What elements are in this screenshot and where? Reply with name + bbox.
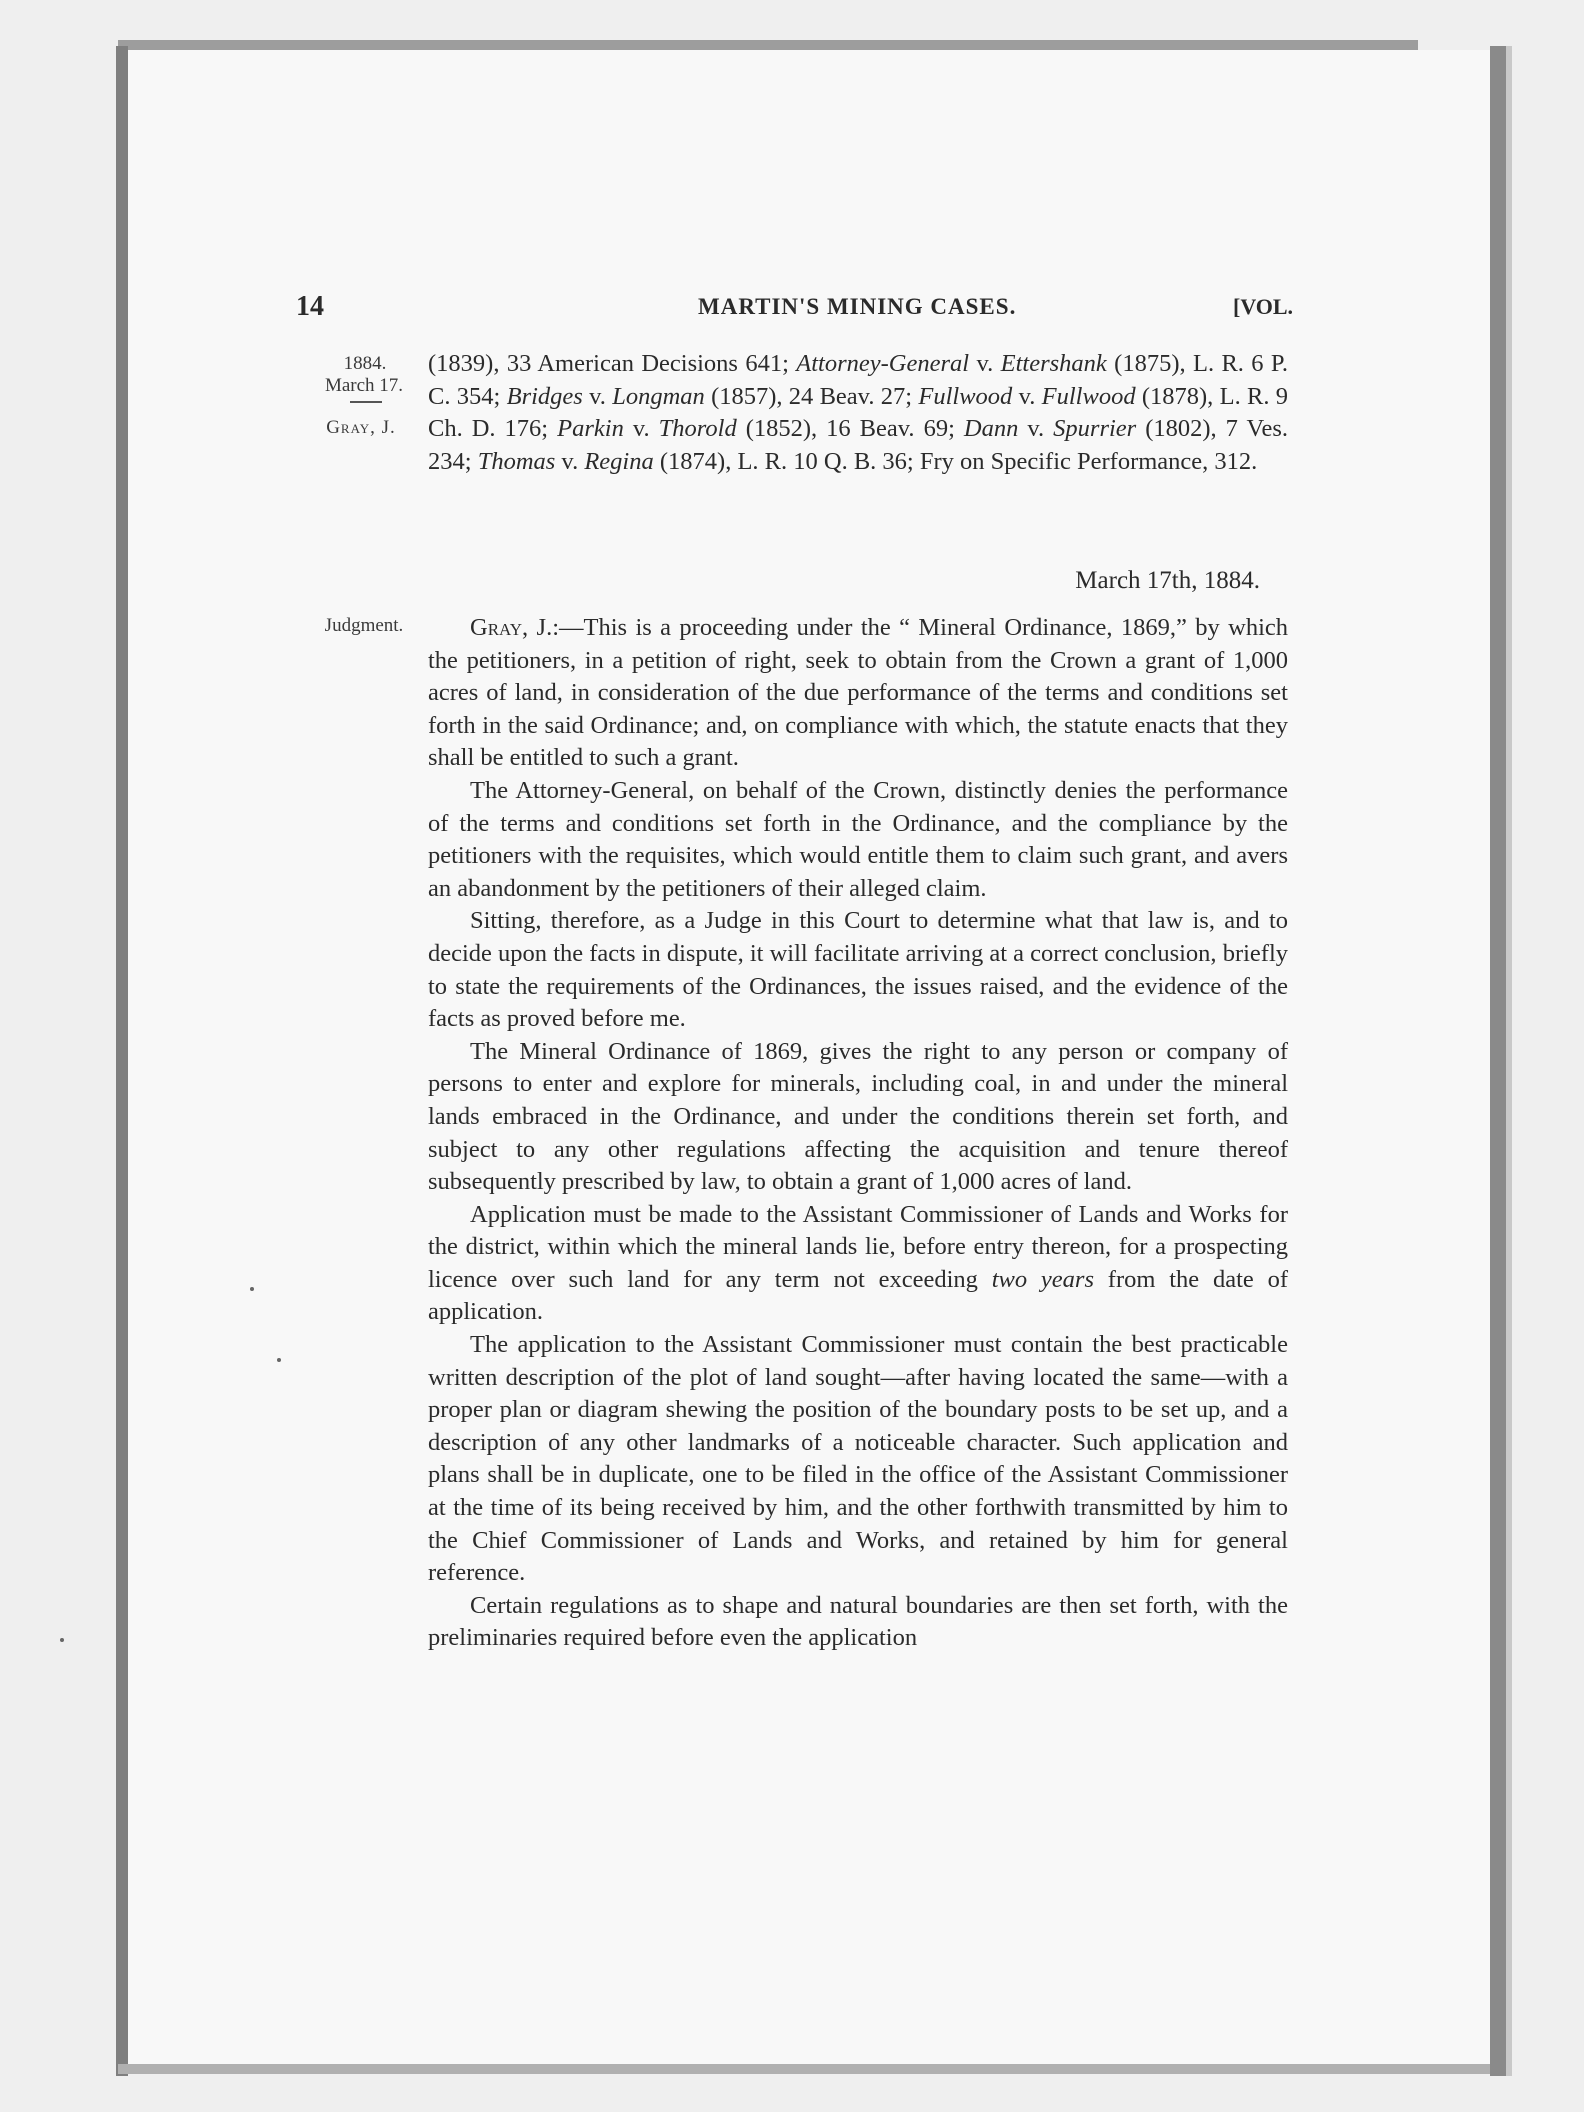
paragraph-text: from the date of application. (428, 1265, 1289, 1326)
citation-text: v. (969, 350, 1001, 377)
margin-note-year: 1884. (343, 353, 387, 374)
margin-note-date: March 17. (324, 375, 404, 396)
judgment-paragraph (428, 775, 1288, 905)
case-name: Fullwood (1041, 382, 1136, 410)
scan-speck (60, 1638, 64, 1642)
judgment-paragraph (428, 1329, 1288, 1590)
case-name: Ettershank (1000, 350, 1107, 377)
judgment-paragraph (428, 1036, 1288, 1199)
citation-text: v. (1018, 415, 1054, 443)
paragraph-text: The application to the Assistant Commissioner must contain the best practicable written description of the plot of land sought—after having located the same—with a proper plan or diagram shewing the position of the boundary posts to be set up, and a description of any other landmarks of a noticeable character. Such application and plans shall be in duplicate, one to be filed in the office of the Assistant Commissioner at the time of its being received by him, and the other forthwith transmitted by him to the Chief Commissioner of Lands and Works, and retained by him for general reference. (428, 1331, 1288, 1587)
case-name: Spurrier (1053, 415, 1137, 443)
paragraph-text: The Mineral Ordinance of 1869, gives the right to any person or company of persons to enter and explore for minerals, including coal, in and under the mineral lands embraced in the Ordinance, and under the conditions therein set forth, and subject to any other regulations affecting the acquisition and tenure thereof subsequently prescribed by law, to obtain a grant of 1,000 acres of land. (428, 1037, 1288, 1196)
judgment-paragraph (428, 1590, 1288, 1655)
facing-page-edge (1506, 46, 1512, 2076)
citation-text: (1852), 16 Beav. 69; (736, 415, 964, 443)
scan-speck (277, 1358, 281, 1362)
scan-speck (250, 1287, 254, 1291)
citation-text: (1878), L. R. 9 Ch. D. 176; (428, 382, 1288, 443)
margin-note-judge: Gray, J. (326, 417, 396, 438)
judgment-paragraph (428, 905, 1288, 1035)
citation-text: (1874), L. R. 10 Q. B. 36; Fry on Specific Performance, 312. (653, 447, 1258, 475)
paragraph-text: Certain regulations as to shape and natural boundaries are then set forth, with the preliminaries required before even the application (428, 1591, 1288, 1652)
case-name: Fullwood (918, 382, 1013, 410)
case-name: Thorold (658, 415, 737, 443)
judgment-body (428, 612, 1288, 1655)
judgment-paragraph (428, 1199, 1288, 1329)
case-name: Thomas (477, 447, 556, 475)
margin-note-judgment: Judgment. (324, 615, 404, 636)
case-name: Attorney-General (796, 350, 970, 377)
paragraph-text: Sitting, therefore, as a Judge in this Court to determine what that law is, and to decide upon the facts in dispute, it will facilitate arriving at a correct conclusion, briefly to state the requirements of the Ordinances, the issues raised, and the evidence of the facts as proved before me. (428, 907, 1288, 1033)
book-gutter (1490, 46, 1506, 2076)
citation-text: (1875), L. R. 6 P. C. 354; (428, 350, 1288, 410)
citation-text: (1802), 7 Ves. 234; (428, 415, 1288, 475)
citation-text: v. (1012, 382, 1042, 410)
judge-name: Gray, J. (470, 614, 553, 641)
paragraph-text: Application must be made to the Assistant Commissioner of Lands and Works for the district, within which the mineral lands lie, before entry thereon, for a prospecting licence over such land for any term not exceeding (428, 1200, 1288, 1293)
page-number: 14 (296, 291, 324, 322)
paragraph-text: The Attorney-General, on behalf of the Crown, distinctly denies the performance of the terms and conditions set forth in the Ordinance, and the compliance by the petitioners with the requisites, which would entitle them to claim such grant, and avers an abandonment by the petitioners of their alleged claim. (428, 776, 1288, 902)
case-name: Longman (612, 382, 705, 410)
citations-paragraph (428, 348, 1288, 478)
citation-text: (1839), 33 American Decisions 641; (428, 350, 797, 377)
opening-text: :—This is a proceeding under the “ Mineral Ordinance, 1869,” by which the petitioners, in a petition of right, seek to obtain from the Crown a grant of 1,000 acres of land, in consideration of the due performance of the terms and conditions set forth in the said Ordinance; and, on compliance with which, the statute enacts that they shall be entitled to such a grant. (428, 614, 1289, 772)
case-name: Bridges (506, 382, 583, 410)
citation-text: v. (582, 382, 613, 410)
book-edge-bottom (118, 2064, 1498, 2074)
judgment-opening-paragraph (428, 612, 1288, 775)
book-edge-top (118, 40, 1418, 50)
margin-note-rule (350, 401, 382, 403)
citation-text: (1857), 24 Beav. 27; (704, 382, 919, 410)
emphasis-text: two years (991, 1265, 1094, 1293)
volume-label: [VOL. (1233, 294, 1294, 319)
book-edge-left (116, 46, 128, 2076)
case-name: Parkin (557, 415, 624, 443)
citation-text: v. (623, 415, 659, 443)
case-name: Dann (963, 415, 1019, 443)
judgment-date: March 17th, 1884. (1075, 567, 1260, 594)
running-head (0, 291, 1584, 331)
case-name: Regina (584, 447, 654, 475)
citation-text: v. (555, 447, 585, 475)
running-title: MARTIN'S MINING CASES. (698, 294, 1017, 319)
